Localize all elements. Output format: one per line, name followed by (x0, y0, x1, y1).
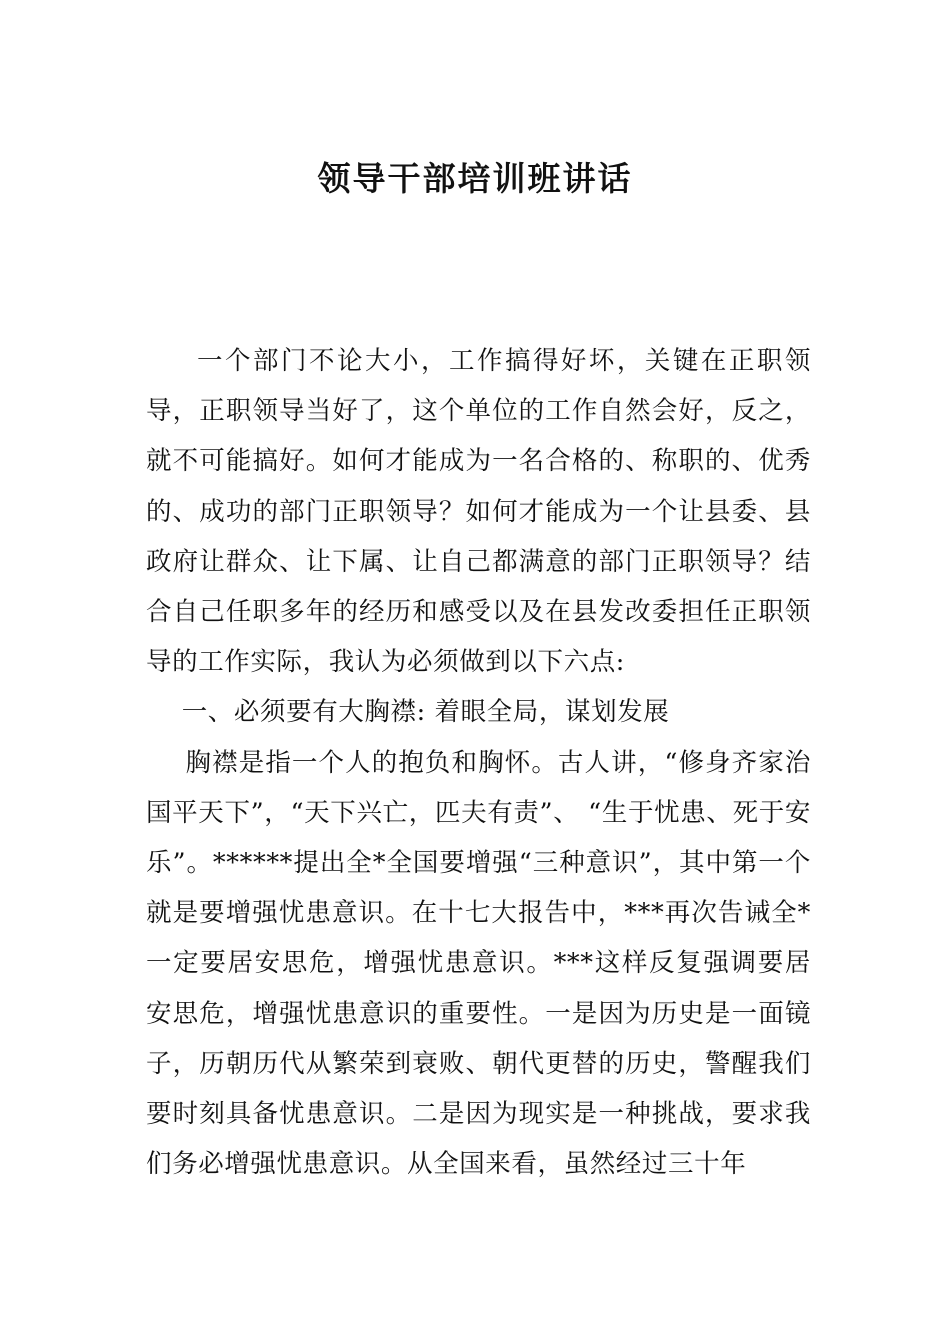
section-1-paragraph: 胸襟是指一个人的抱负和胸怀。古人讲，“修身齐家治国平天下”，“天下兴亡，匹夫有责”、 “生于忧患、死于安乐”。******提出全*全国要增强“三种意识”，其中第一个就是要增强忧患意识。在十七大报告中，***再次告诫全*一定要居安思危，增强忧患意识。***这样反复强调要居安思危，增强忧患意识的重要性。一是因为历史是一面镜子，历朝历代从繁荣到衰败、朝代更替的历史，警醒我们要时刻具备忧患意识。二是因为现实是一种挑战，要求我们务必增强忧患意识。从全国来看，虽然经过三十年 (146, 747, 811, 1180)
document-title: 领导干部培训班讲话 (317, 159, 633, 198)
intro-paragraph: 一个部门不论大小，工作搞得好坏，关键在正职领导，正职领导当好了，这个单位的工作自然会好，反之，就不可能搞好。如何才能成为一名合格的、称职的、优秀的、成功的部门正职领导？如何才能成为一个让县委、县政府让群众、让下属、让自己都满意的部门正职领导？结合自己任职多年的经历和感受以及在县发改委担任正职领导的工作实际，我认为必须做到以下六点: (146, 346, 811, 678)
document-body (146, 336, 811, 1189)
section-heading-1: 一、必须要有大胸襟: 着眼全局，谋划发展 (181, 697, 670, 728)
